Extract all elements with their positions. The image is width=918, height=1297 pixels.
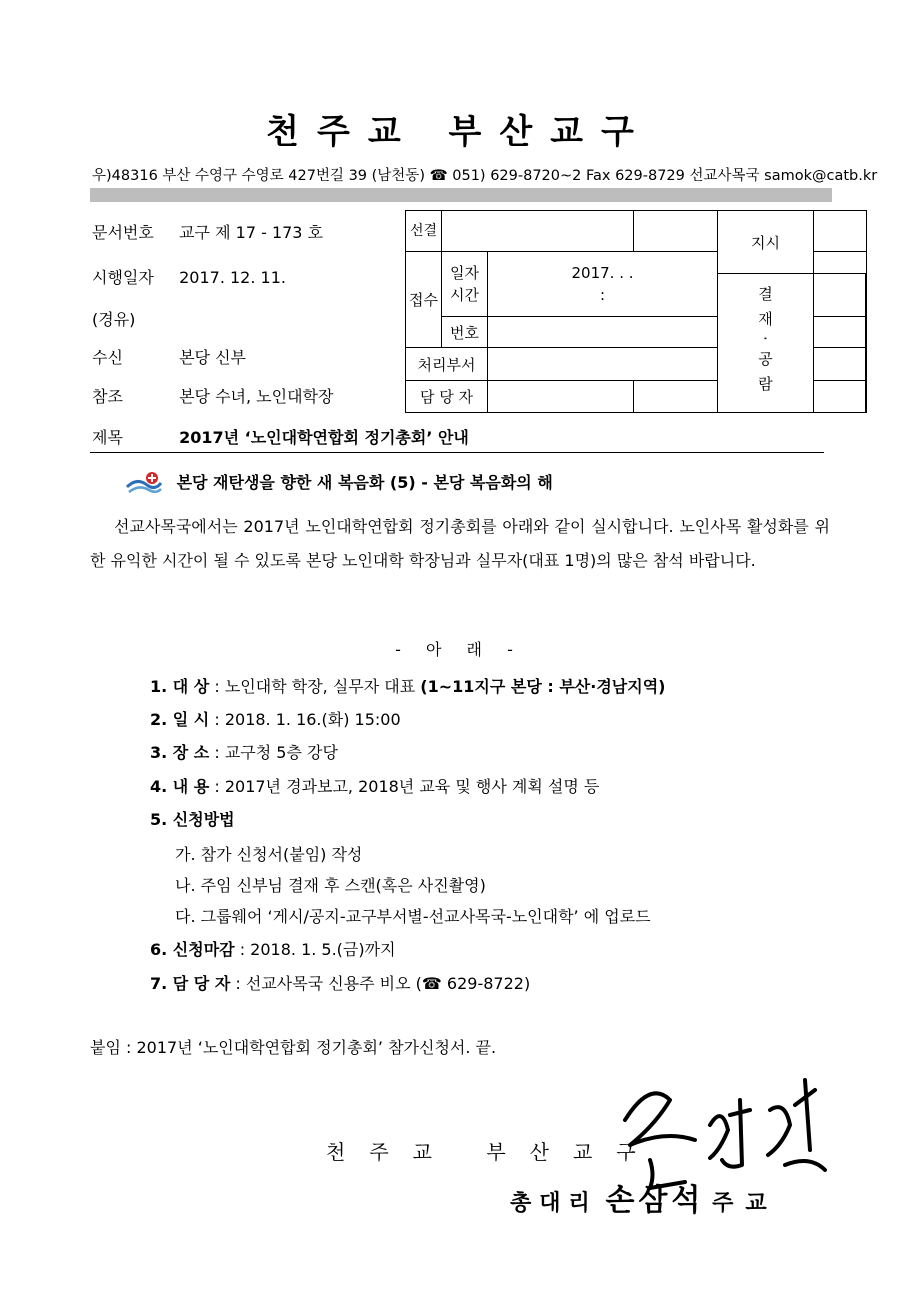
gyeoljae-cell-1 [814, 274, 866, 317]
sub-item: 다. 그룹웨어 ‘게시/공지-교구부서별-선교사목국-노인대학’ 에 업로드 [175, 907, 651, 926]
document-title: 천주교 부산교구 [266, 112, 652, 152]
address-line: 우)48316 부산 수영구 수영로 427번길 39 (남천동) ☎ 051) 629-8720~2 Fax 629-8729 선교사목국 samok@catb.kr [92, 168, 878, 184]
gyeoljae-cell-3 [814, 317, 866, 348]
cheoribuseo-cell [488, 348, 718, 381]
list-item [150, 937, 396, 960]
item-text: : 2017년 경과보고, 2018년 교육 및 행사 계획 설명 등 [209, 777, 600, 796]
signatory-line [510, 1175, 779, 1219]
item-number: 7. 담 당 자 [150, 974, 231, 993]
reference-value: 본당 수녀, 노인대학장 [179, 387, 334, 406]
body-paragraph: 선교사목국에서는 2017년 노인대학연합회 정기총회를 아래와 같이 실시합니다. 노인사목 활성화를 위한 유익한 시간이 될 수 있도록 본당 노인대학 학장님과 실무자(대표 1명)의 많은 참석 바랍니다. [90, 517, 830, 570]
jeopsu-label: 접수 [406, 252, 442, 348]
item-text: : 노인대학 학장, 실무자 대표 [209, 677, 421, 696]
list-item [150, 674, 665, 697]
ilja-label: 일자 [450, 264, 479, 282]
header-rule [90, 452, 824, 453]
item-number: 2. 일 시 [150, 710, 210, 729]
recipient-row [92, 345, 246, 368]
diocese-logo-icon [125, 471, 163, 497]
gyeoljae-cell-4 [866, 317, 867, 348]
recipient-value: 본당 신부 [179, 348, 247, 367]
gyeoljae-cell-2 [866, 274, 867, 317]
seongyeol-cell-2 [634, 211, 718, 252]
item-number: 6. 신청마감 [150, 940, 235, 959]
via-label: (경유) [92, 310, 136, 329]
ilja-value: 2017. . . [571, 264, 634, 282]
jisi-cell [814, 211, 867, 252]
seongyeol-label: 선결 [406, 211, 442, 252]
item-text: : 2018. 1. 16.(화) 15:00 [209, 710, 401, 729]
damdangja-label: 담 당 자 [406, 381, 488, 413]
campaign-banner [125, 470, 553, 497]
cheoribuseo-label: 처리부서 [406, 348, 488, 381]
item-number: 5. 신청방법 [150, 810, 235, 829]
seongyeol-cell [442, 211, 634, 252]
jisi-cell-lower [814, 252, 867, 274]
arae-heading: - 아 래 - [395, 640, 523, 659]
date-value: 2017. 12. 11. [179, 268, 286, 287]
doc-number-row [92, 220, 323, 243]
damdangja-cell-2 [634, 381, 718, 413]
gyeoljae-cell-7 [814, 381, 866, 413]
item-text: : 교구청 5층 강당 [209, 743, 338, 762]
gyeoljae-cell-6 [866, 348, 867, 381]
signatory-name: 손삼석 [605, 1183, 705, 1218]
item-number: 4. 내 용 [150, 777, 210, 796]
attachment-line: 붙임 : 2017년 ‘노인대학연합회 정기총회’ 참가신청서. 끝. [90, 1038, 497, 1057]
item-text: : 2018. 1. 5.(금)까지 [234, 940, 396, 959]
approval-box [405, 210, 867, 413]
item-number: 3. 장 소 [150, 743, 210, 762]
banner-text: 본당 재탄생을 향한 새 복음화 (5) - 본당 복음화의 해 [176, 473, 553, 492]
gyeoljae-label: 결재·공람 [718, 274, 814, 413]
jisi-label: 지시 [718, 211, 814, 274]
subject-label: 제목 [92, 428, 123, 447]
footer-org: 천주교 부산교구 [326, 1140, 660, 1164]
sigan-label: 시간 [450, 286, 479, 304]
sub-item: 나. 주임 신부님 결재 후 스캔(혹은 사진촬영) [175, 876, 486, 895]
subject-row [92, 425, 469, 448]
subject-value: 2017년 ‘노인대학연합회 정기총회’ 안내 [179, 428, 469, 447]
list-item [150, 971, 530, 994]
ilja-sigan-value [488, 252, 718, 317]
sigan-value: : [599, 286, 606, 304]
gyeoljae-cell-8 [866, 381, 867, 413]
signatory-role-post: 주교 [712, 1191, 779, 1216]
date-row [92, 265, 286, 288]
list-item [150, 740, 338, 763]
list-item [150, 807, 235, 830]
ilja-sigan-label [442, 252, 488, 317]
doc-number-value: 교구 제 17 - 173 호 [179, 223, 324, 242]
gyeoljae-cell-5 [814, 348, 866, 381]
damdangja-cell-1 [488, 381, 634, 413]
list-item [150, 774, 599, 797]
list-item [150, 707, 401, 730]
item-number: 1. 대 상 [150, 677, 210, 696]
item-bold-tail: (1~11지구 본당 : 부산·경남지역) [420, 677, 666, 696]
doc-number-label: 문서번호 [92, 223, 154, 242]
header-divider-bar [90, 188, 832, 202]
signatory-role-pre: 총대리 [510, 1191, 598, 1216]
beonho-label: 번호 [442, 317, 488, 348]
reference-label: 참조 [92, 387, 123, 406]
beonho-cell [488, 317, 718, 348]
reference-row [92, 384, 333, 407]
sub-item: 가. 참가 신청서(붙임) 작성 [175, 845, 363, 864]
recipient-label: 수신 [92, 348, 123, 367]
date-label: 시행일자 [92, 268, 154, 287]
item-text: : 선교사목국 신용주 비오 (☎ 629-8722) [230, 974, 531, 993]
